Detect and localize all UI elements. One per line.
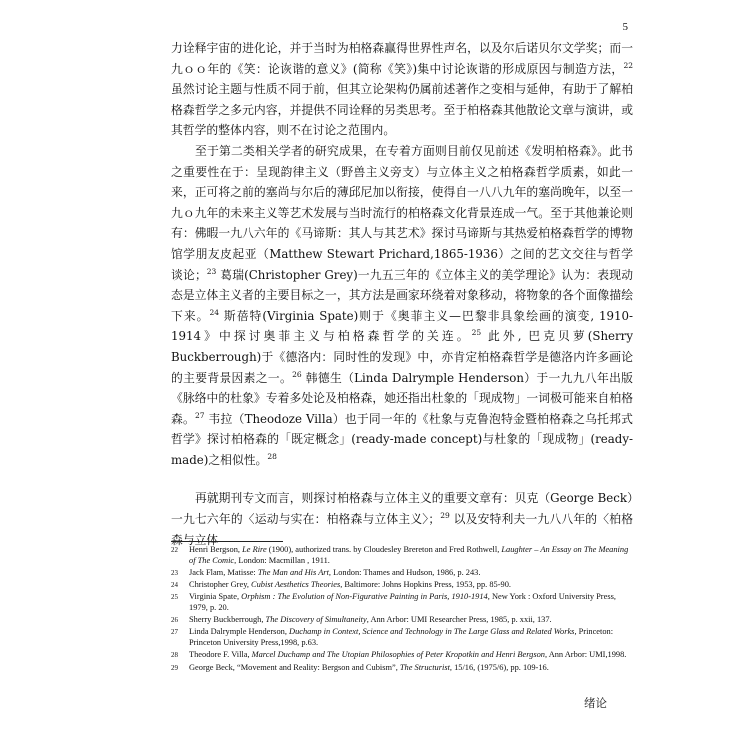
paragraph-text: 韦拉（Theodoze Villa）也于同一年的《杜象与克鲁泡特金暨柏格森之乌托邦式哲学》探讨柏格森的「既定概念」(ready-made concept)与杜象的「现成物」(ready-made)之相似性。 — [171, 411, 633, 467]
footnote-text-part: Linda Dalrymple Henderson, — [189, 627, 290, 637]
paragraph-text: 再就期刊专文而言，则探讨柏格森与立体主义的重要文章有：贝克（George Beck）一九七六年的〈运动与实在：柏格森与立体主义〉； — [171, 491, 633, 527]
footnote-item — [171, 615, 633, 626]
footnote-text — [189, 627, 633, 648]
footnote-text — [189, 663, 633, 674]
footnote-text — [189, 615, 633, 626]
footnote-text-part: Theodore F. Villa, — [189, 650, 252, 660]
footnote-text-part: George Beck, “Movement and Reality: Bergson and Cubism”, — [189, 662, 400, 672]
footnote-text-part: , Princeton: Princeton University Press,1998, p.63. — [189, 627, 614, 648]
italic-title: The Discovery of Simultaneity — [265, 615, 367, 625]
footnote-text-part: Henri Bergson, — [189, 545, 243, 554]
footnote-item — [171, 650, 633, 661]
paragraph-text: 斯蓓特(Virginia Spate)则于《奥菲主义—巴黎非具象绘画的演变, 1910-1914》中探讨奥菲主义与柏格森哲学的关连。 — [171, 308, 633, 344]
footnotes — [171, 545, 633, 675]
footnote-item — [171, 592, 633, 613]
paragraph — [171, 141, 633, 471]
footnote-ref[interactable]: 27 — [195, 410, 205, 420]
footnote-text-part: Jack Flam, Matisse: — [189, 567, 258, 577]
footnote-text-part: , Ann Arbor: UMI Researcher Press, 1985, p. xxii, 137. — [366, 615, 552, 625]
italic-title: Cubist Aesthetics Theories — [251, 580, 341, 590]
italic-title: Marcel Duchamp and The Utopian Philosophies of Peter Kropotkin and Henri Bergson — [251, 650, 545, 660]
footnote-text — [189, 650, 633, 661]
paragraph-text: 虽然讨论主题与性质不同于前，但其立论架构仍属前述著作之变相与延伸，有助于了解柏格森哲学之多元内容，并提供不同诠释的另类思考。至于柏格森其他散论文章与演讲，或其哲学的整体内容，则不在讨论之范围内。 — [171, 82, 633, 138]
footnote-ref[interactable]: 29 — [440, 511, 450, 521]
italic-title: Duchamp in Context, Science and Technology in The Large Glass and Related Works — [289, 627, 575, 637]
footnote-item — [171, 627, 633, 648]
footnote-ref[interactable]: 26 — [292, 369, 302, 379]
italic-title: The Structurist — [399, 662, 450, 672]
footnote-text — [189, 568, 633, 579]
footnote-text-part: , New York : Oxford University Press, 1979, p. 20. — [189, 592, 616, 613]
footnote-ref[interactable]: 28 — [267, 451, 277, 461]
paragraph-text: 以及安特利夫一九八八年的〈柏格森与立体 — [171, 512, 633, 547]
footnote-number: 28 — [171, 651, 178, 660]
footnote-text-part: , London: Macmillan , 1911. — [234, 555, 330, 565]
chapter-label: 绪论 — [584, 696, 607, 710]
italic-title: Laughter – An Essay on The Meaning of The Comic — [189, 545, 629, 565]
footnote-text — [189, 545, 633, 566]
paragraph-text: 此外, 巴克贝萝(Sherry Buckberrough)于《德洛内：同时性的发现》中，亦肯定柏格森哲学是德洛内许多画论的主要背景因素之一。 — [171, 329, 633, 385]
footnote-item — [171, 568, 633, 579]
footnote-number: 24 — [171, 581, 178, 590]
footnote-number: 22 — [171, 546, 178, 554]
body-text — [171, 38, 633, 550]
paragraph-text: 韩德生（Linda Dalrymple Henderson）于一九九八年出版《脉络中的杜象》专着多处论及柏格森，她还指出杜象的「现成物」一词极可能来自柏格森。 — [171, 370, 633, 426]
footnote-ref[interactable]: 23 — [206, 266, 217, 276]
footnote-text-part: , 15/16, (1975/6), pp. 109-16. — [449, 662, 549, 672]
paragraph — [171, 38, 633, 141]
footnote-item — [171, 663, 633, 674]
footnote-text-part: Sherry Buckberrough, — [189, 615, 266, 625]
footnote-number: 29 — [171, 663, 178, 672]
page-number: 5 — [622, 21, 628, 33]
footnote-ref[interactable]: 25 — [471, 328, 482, 338]
footnote-number: 23 — [171, 568, 178, 577]
paragraph-text: 至于第二类相关学者的研究成果，在专着方面则目前仅见前述《发明柏格森》。此书之重要性在于：呈现韵律主义（野兽主义旁支）与立体主义之柏格森哲学质素，如此一来，正可将之前的塞尚与尔后的薄邱尼加以衔接，使得自一八八九年的塞尚晚年，以至一九ｏ九年的未来主义等艺术发展与当时流行的柏格森文化背景连成一气。至于其他兼论则有：佛暇一九八六年的《马谛斯：其人与其艺术》探讨马谛斯与其热爱柏格森哲学的博物馆学朋友皮起亚（Matthew Stewart Prichard,1865-1936）之间的艺文交往与哲学谈论； — [171, 143, 633, 282]
footnote-number: 26 — [171, 616, 178, 625]
footnote-text — [189, 592, 633, 613]
footnote-text-part: , Baltimore: Johns Hopkins Press, 1953, pp. 85-90. — [340, 580, 511, 590]
footnote-text-part: (1900), authorized trans. by Cloudesley Brereton and Fred Rothwell, — [266, 545, 502, 554]
paragraph-text: 力诠释宇宙的进化论，并于当时为柏格森赢得世界性声名，以及尔后诺贝尔文学奖；而一九ｏｏ年的《笑：论诙谐的意义》(简称《笑》)集中讨论诙谐的形成原因与制造方法， — [171, 41, 633, 76]
italic-title: Le Rire — [242, 545, 267, 554]
footnote-text-part: , Ann Arbor: UMI,1998. — [544, 650, 627, 660]
paragraph-text: 葛瑞(Christopher Grey)一九五三年的《立体主义的美学理论》认为：表现动态是立体主义者的主要目标之一，其方法是画家环绕着对象移动，将物象的各个面像描绘下来。 — [171, 267, 633, 323]
footnote-separator — [171, 541, 283, 542]
footnote-number: 25 — [171, 593, 178, 602]
footnote-text-part: Christopher Grey, — [189, 580, 252, 590]
footnote-ref[interactable]: 24 — [209, 307, 220, 317]
footnote-item — [171, 545, 633, 566]
footnote-number: 27 — [171, 628, 178, 637]
footnote-text — [189, 580, 633, 591]
footnote-item — [171, 580, 633, 591]
footnote-text-part: , London: Thames and Hudson, 1986, p. 243. — [328, 567, 481, 577]
italic-title: The Man and His Art — [257, 567, 329, 577]
footnote-text-part: Virginia Spate, — [189, 592, 242, 602]
footnote-ref[interactable]: 22 — [623, 60, 633, 70]
italic-title: Orphism : The Evolution of Non-Figurative Painting in Paris, 1910-1914 — [241, 592, 488, 602]
